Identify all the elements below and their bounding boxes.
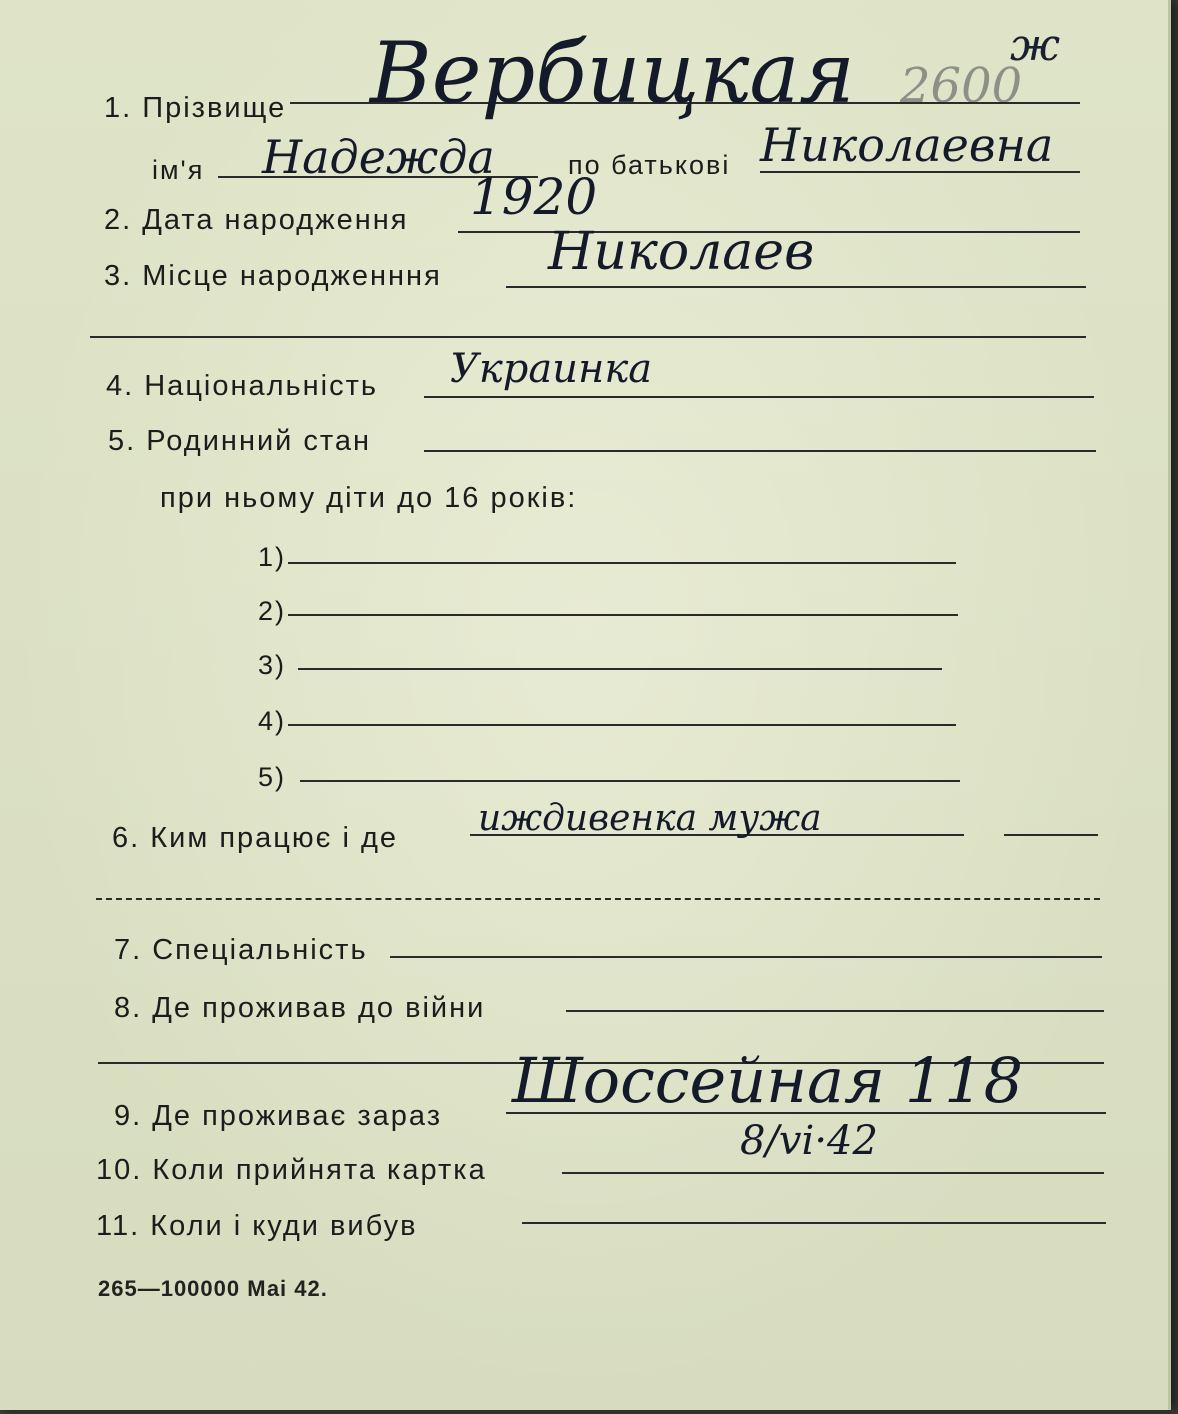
first-name-value: Надежда bbox=[262, 130, 495, 184]
child-5-label: 5) bbox=[258, 762, 287, 792]
family-status-label: 5. Родинний стан bbox=[108, 425, 372, 457]
occupation-line-end bbox=[1004, 834, 1098, 836]
patronymic-label: по батькові bbox=[568, 150, 731, 180]
occupation-value: иждивенка мужа bbox=[478, 798, 822, 839]
child-3-line bbox=[298, 668, 942, 670]
birth-place-value: Николаев bbox=[548, 222, 815, 282]
current-residence-value: Шоссейная 118 bbox=[512, 1044, 1024, 1117]
child-4-line bbox=[288, 724, 956, 726]
card-accepted-value: 8/vi·42 bbox=[740, 1118, 878, 1164]
pencil-mark-number: 2600 bbox=[900, 58, 1023, 114]
nationality-value: Украинка bbox=[450, 346, 653, 392]
speciality-line bbox=[390, 956, 1102, 958]
nationality-line bbox=[424, 396, 1094, 398]
child-2-line bbox=[288, 614, 958, 616]
pencil-mark-letter: ж bbox=[1010, 20, 1061, 71]
surname-label: 1. Прізвище bbox=[104, 92, 287, 124]
prewar-residence-line bbox=[566, 1010, 1104, 1012]
current-residence-label: 9. Де проживає зараз bbox=[114, 1100, 443, 1132]
birth-date-value: 1920 bbox=[470, 168, 598, 226]
print-code: 265—100000 Маі 42. bbox=[98, 1276, 328, 1301]
first-name-label: ім'я bbox=[152, 155, 205, 185]
child-4-label: 4) bbox=[258, 706, 287, 736]
nationality-label: 4. Національність bbox=[106, 370, 379, 402]
child-1-label: 1) bbox=[258, 542, 287, 572]
occupation-line-2 bbox=[96, 898, 1100, 900]
speciality-label: 7. Спеціальність bbox=[114, 934, 368, 966]
child-5-line bbox=[300, 780, 960, 782]
children-label: при ньому діти до 16 років: bbox=[160, 482, 578, 514]
departure-label: 11. Коли і куди вибув bbox=[96, 1210, 418, 1242]
departure-line bbox=[522, 1222, 1106, 1224]
birth-date-label: 2. Дата народження bbox=[104, 204, 409, 236]
birth-place-label: 3. Місце народженння bbox=[104, 260, 442, 292]
child-2-label: 2) bbox=[258, 596, 287, 626]
card-accepted-label: 10. Коли прийнята картка bbox=[96, 1154, 487, 1186]
child-1-line bbox=[288, 562, 956, 564]
card-accepted-line bbox=[562, 1172, 1104, 1174]
child-3-label: 3) bbox=[258, 650, 287, 680]
occupation-label: 6. Ким працює і де bbox=[112, 822, 399, 854]
birth-place-line bbox=[506, 286, 1086, 288]
surname-value: Вербицкая bbox=[370, 24, 856, 122]
patronymic-value: Николаевна bbox=[760, 118, 1054, 172]
birth-place-line-2 bbox=[90, 336, 1086, 338]
prewar-residence-label: 8. Де проживав до війни bbox=[114, 992, 486, 1024]
family-status-line bbox=[424, 450, 1096, 452]
